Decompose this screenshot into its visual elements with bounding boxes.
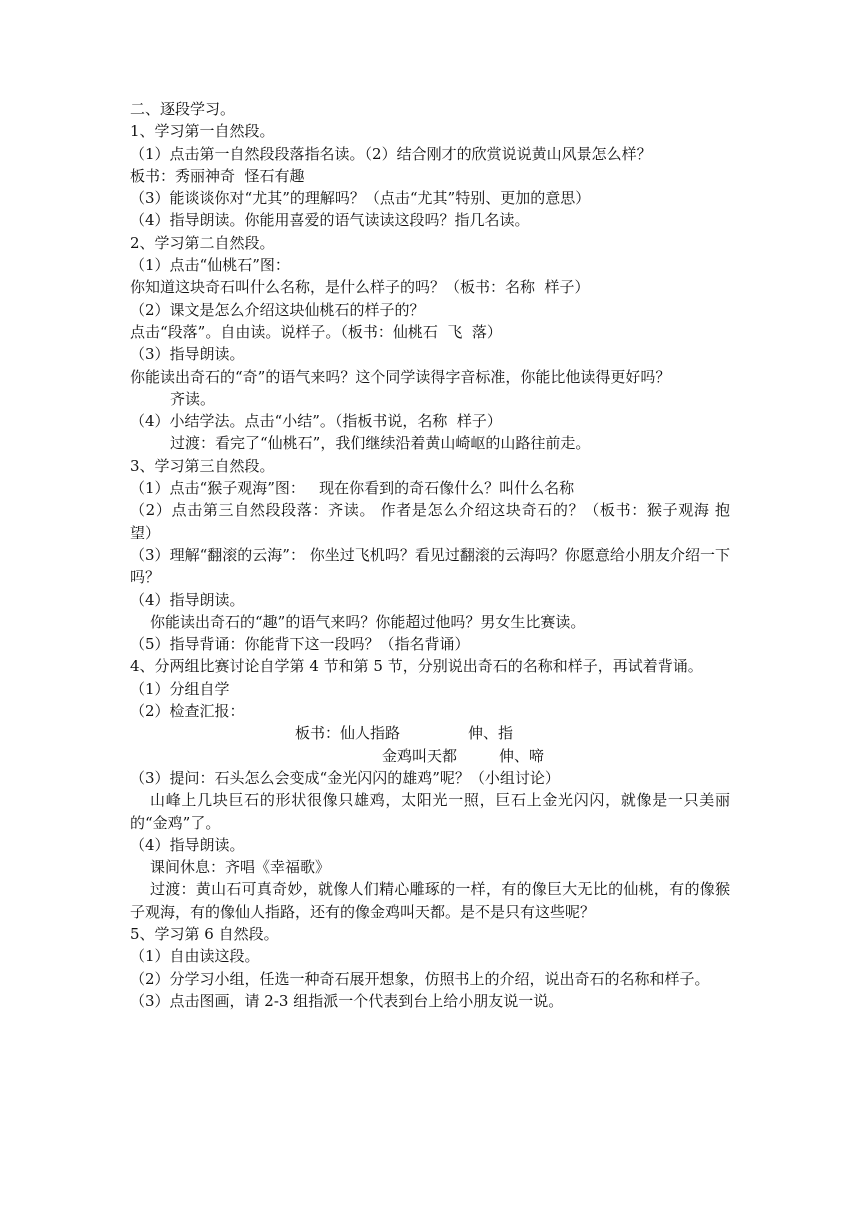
text-line: （2）检查汇报： bbox=[130, 702, 245, 721]
step-heading-5: 5、学习第 6 自然段。 bbox=[130, 924, 279, 943]
step-heading-3: 3、学习第三自然段。 bbox=[130, 456, 275, 475]
text-line: （5）指导背诵：你能背下这一段吗？（指名背诵） bbox=[130, 635, 470, 654]
text-paragraph: 山峰上几块巨石的形状很像只雄鸡，太阳光一照，巨石上金光闪闪，就像是一只美丽的“金鸡”了。 bbox=[130, 791, 730, 832]
text-line: （1）自由读这段。 bbox=[130, 947, 260, 966]
text-line: （3）指导朗读。 bbox=[130, 345, 245, 364]
step-heading-4: 4、分两组比赛讨论自学第 4 节和第 5 节，分别说出奇石的名称和样子，再试着背诵。 bbox=[130, 657, 703, 676]
step-heading-1: 1、学习第一自然段。 bbox=[130, 122, 275, 141]
text-paragraph: （2）分学习小组，任选一种奇石展开想象，仿照书上的介绍，说出奇石的名称和样子。 bbox=[130, 969, 710, 988]
text-line: 你能读出奇石的“趣”的语气来吗？你能超过他吗？男女生比赛读。 bbox=[150, 612, 586, 631]
transition-paragraph: 过渡：黄山石可真奇妙，就像人们精心雕琢的一样，有的像巨大无比的仙桃，有的像猴子观海，有的像仙人指路，还有的像金鸡叫天都。是不是只有这些呢？ bbox=[130, 880, 730, 921]
text-line: 板书：秀丽神奇 怪石有趣 bbox=[130, 166, 305, 185]
text-line: （4）指导朗读。 bbox=[130, 590, 245, 609]
text-line: （4）小结学法。点击“小结”。（指板书说，名称 样子） bbox=[130, 412, 502, 431]
step-heading-2: 2、学习第二自然段。 bbox=[130, 233, 275, 252]
text-line: （1）分组自学 bbox=[130, 679, 230, 698]
text-line: 齐读。 bbox=[170, 389, 216, 408]
transition-line: 过渡：看完了“仙桃石”，我们继续沿着黄山崎岖的山路往前走。 bbox=[170, 434, 591, 453]
board-row-2 bbox=[130, 745, 730, 767]
board-row-2-name: 金鸡叫天都 bbox=[382, 746, 458, 765]
text-line: （4）指导朗读。你能用喜爱的语气读读这段吗？指几名读。 bbox=[130, 211, 530, 230]
text-line: 课间休息：齐唱《幸福歌》 bbox=[150, 858, 331, 877]
text-line: （3）点击图画，请 2-3 组指派一个代表到台上给小朋友说一说。 bbox=[130, 991, 564, 1010]
text-line: （1）点击第一自然段段落指名读。（2）结合刚才的欣赏说说黄山风景怎么样？ bbox=[130, 144, 652, 163]
board-row-1 bbox=[130, 722, 730, 744]
text-paragraph: （3）理解“翻滚的云海”： 你坐过飞机吗？看见过翻滚的云海吗？你愿意给小朋友介绍一下吗？ bbox=[130, 545, 730, 587]
text-line: （3）提问：石头怎么会变成“金光闪闪的雄鸡”呢？（小组讨论） bbox=[130, 768, 560, 787]
text-paragraph: 你能读出奇石的“奇”的语气来吗？这个同学读得字音标准，你能比他读得更好吗？ bbox=[130, 367, 671, 386]
text-line: （1）点击“猴子观海”图： 现在你看到的奇石像什么？叫什么名称 bbox=[130, 479, 575, 498]
board-row-1-name: 板书：仙人指路 bbox=[295, 724, 401, 743]
board-row-2-action: 伸、啼 bbox=[499, 746, 545, 765]
text-line: （3）能谈谈你对“尤其”的理解吗？（点击“尤其”特别、更加的意思） bbox=[130, 189, 591, 208]
text-line: 点击“段落”。自由读。说样子。（板书：仙桃石 飞 落） bbox=[130, 322, 502, 341]
lesson-plan-body bbox=[130, 98, 730, 1012]
text-line: （2）课文是怎么介绍这块仙桃石的样子的？ bbox=[130, 300, 425, 319]
text-line: （1）点击“仙桃石”图： bbox=[130, 256, 290, 275]
text-line: 你知道这块奇石叫什么名称，是什么样子的吗？（板书：名称 样子） bbox=[130, 278, 590, 297]
text-paragraph: （2）点击第三自然段段落：齐读。 作者是怎么介绍这块奇石的？（板书：猴子观海 抱 望） bbox=[130, 501, 730, 542]
section-heading: 二、逐段学习。 bbox=[130, 100, 236, 118]
text-line: （4）指导朗读。 bbox=[130, 835, 245, 854]
board-row-1-action: 伸、指 bbox=[468, 724, 514, 743]
